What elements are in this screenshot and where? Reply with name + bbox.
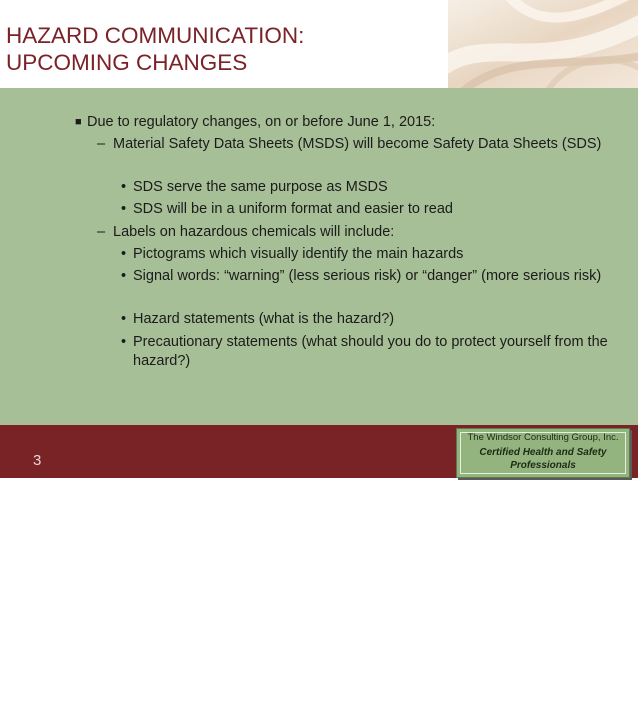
dash-bullet-icon: – — [97, 224, 106, 240]
dot-bullet-icon: • — [121, 179, 127, 195]
bullet-item: • SDS serve the same purpose as MSDS — [121, 179, 388, 195]
bullet-item: • Hazard statements (what is the hazard?) — [121, 311, 395, 327]
bullet-item: ■ Due to regulatory changes, on or before June 1, 2015: — [75, 114, 436, 130]
dot-bullet-icon: • — [121, 311, 127, 327]
slide-title — [6, 22, 304, 76]
bullet-item: – Material Safety Data Sheets (MSDS) will become Safety Data Sheets (SDS) — [97, 136, 602, 152]
title-line-2: UPCOMING CHANGES — [6, 50, 248, 75]
bullet-item: • Precautionary statements (what should you do to protect yourself from the hazard?) — [121, 334, 608, 369]
dash-bullet-icon: – — [97, 136, 106, 152]
badge-certification: Certified Health and Safety Professionals — [479, 447, 607, 471]
bullet-item: • Pictograms which visually identify the main hazards — [121, 246, 464, 262]
square-bullet-icon: ■ — [75, 116, 82, 128]
content-area — [0, 88, 638, 425]
dot-bullet-icon: • — [121, 268, 127, 284]
bullet-item: – Labels on hazardous chemicals will include: — [97, 224, 395, 240]
dot-bullet-icon: • — [121, 201, 127, 217]
bullet-item: • SDS will be in a uniform format and easier to read — [121, 201, 453, 217]
decorative-header-photo — [448, 0, 638, 88]
company-badge — [456, 428, 630, 478]
page-number: 3 — [33, 452, 42, 469]
dot-bullet-icon: • — [121, 334, 127, 350]
badge-company-name: The Windsor Consulting Group, Inc. — [467, 432, 619, 443]
slide-header — [0, 0, 638, 88]
title-line-1: HAZARD COMMUNICATION: — [6, 23, 305, 48]
bullet-item: • Signal words: “warning” (less serious risk) or “danger” (more serious risk) — [121, 268, 602, 284]
dot-bullet-icon: • — [121, 246, 127, 262]
